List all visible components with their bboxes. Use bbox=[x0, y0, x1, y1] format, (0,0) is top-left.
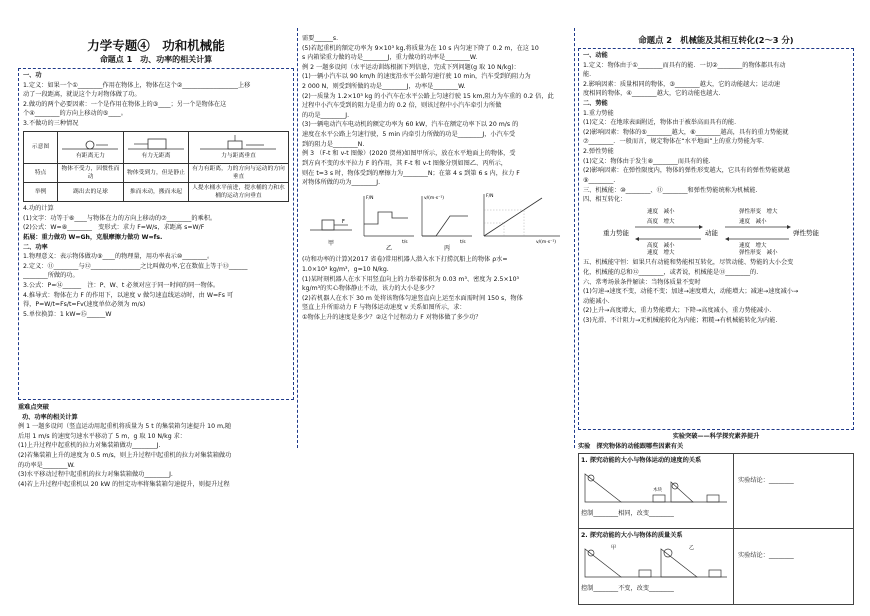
example-line: 需要______s. bbox=[302, 35, 339, 42]
text-line: (1)匀速→速度不变，动能不变；加速→速度增大，动能增大；减速→速度减小→ bbox=[583, 288, 799, 296]
heading-kinetic: 一、动能 bbox=[583, 52, 608, 59]
example-line: 过程中小汽车受到的阻力是重力的 0.2 倍，则该过程中小汽车牵引力所做 bbox=[302, 102, 502, 110]
heading-potential: 二、势能 bbox=[583, 100, 608, 108]
text-line: 四、相互转化： bbox=[583, 196, 627, 204]
text-line: 六、常考场景条件解读：当物体质量不变时 bbox=[583, 278, 701, 286]
experiment-conclusion-2 bbox=[734, 529, 853, 604]
text-line: 1.物理意义：表示物体做功⑨____的物理量，用功率表示⑩________。 bbox=[23, 253, 214, 261]
example-line: 的功率是________W. bbox=[18, 461, 75, 469]
transform-label: 速度 增大 bbox=[647, 249, 675, 255]
figure-label: 乙 bbox=[386, 244, 393, 252]
text-line: 化，机械能的总和⑫________，或者说，机械能是⑬________的. bbox=[583, 268, 759, 276]
example-line: (3)一辆电动汽车电动机的额定功率为 60 kW，汽车在额定功率下以 20 m/s 的 bbox=[302, 121, 519, 129]
knowledge-box-work bbox=[18, 68, 294, 400]
transform-label: 速度 增大 bbox=[739, 242, 767, 249]
figure-label: 甲 bbox=[328, 239, 335, 247]
energy-transform-diagram bbox=[583, 205, 849, 255]
extension-note: 拓展：重力做功 W=Gh，克服摩擦力做功 W=fs. bbox=[23, 233, 163, 241]
heading-key-points: 重难点突破 bbox=[18, 404, 49, 411]
knowledge-box-mechanical-energy bbox=[578, 48, 854, 430]
conclusion-text: 实验结论：________ bbox=[738, 477, 794, 485]
table-row bbox=[24, 182, 289, 201]
example-line: 的功是________J. bbox=[302, 111, 350, 119]
axis-label-f: F/N bbox=[366, 195, 374, 201]
column-left bbox=[18, 0, 294, 616]
transform-label: 速度 减小 bbox=[647, 208, 675, 215]
text-line: (2)上升→高度增大，重力势能增大；下降→高度减小，重力势能减小. bbox=[583, 307, 772, 315]
axis-label-v: v/(m·s⁻¹) bbox=[424, 195, 445, 201]
text-line: 个④________的方向上移动的⑤____。 bbox=[23, 110, 127, 118]
table-cell: 踢出去的足球 bbox=[58, 182, 124, 201]
axis-label-t: t/s bbox=[460, 239, 466, 245]
table-cell: 特点 bbox=[24, 163, 58, 182]
experiment-setup-2 bbox=[579, 529, 734, 604]
column-divider bbox=[574, 28, 575, 448]
experiment-setup-1 bbox=[579, 454, 734, 528]
table-cell: 人提水桶水平前进，提水桶的力和水桶的运动方向垂直 bbox=[188, 182, 288, 201]
text-line: 2.定义：⑪________与⑫________________之比叫做功率,它在数值上等于⑬______ bbox=[23, 262, 248, 270]
diagram-cell bbox=[123, 131, 188, 163]
example-line: (1)上升过程中起重机的拉力对集装箱做功________J. bbox=[18, 442, 161, 450]
text-line: 能. bbox=[583, 71, 592, 79]
text-line: (3)光滑、不计阻力→无机械能转化为内能；粗糙→有机械能转化为内能. bbox=[583, 317, 778, 325]
text-line: (2)影响因素：在弹性限度内，物体的弹性形变越大，它具有的弹性势能就越 bbox=[583, 167, 790, 175]
text-line: 1.定义：物体由于①________而具有的能．一切②________的物体都具有动 bbox=[583, 61, 786, 69]
experiment-row-1 bbox=[579, 454, 853, 529]
section-title-1: 命题点 1 功、功率的相关计算 bbox=[99, 55, 213, 64]
example-line: s 内箱梁重力做的功是________J，重力做功的功率是________W. bbox=[302, 54, 478, 62]
table-cell: 举例 bbox=[24, 182, 58, 201]
table-cell: 物体受到力，但是静止 bbox=[123, 163, 188, 182]
column-middle bbox=[302, 0, 574, 616]
figure-label: 乙 bbox=[689, 544, 695, 551]
table-cell: 示意图 bbox=[24, 131, 58, 163]
experiment-header: 实验突破——科学探究素养提升 bbox=[672, 433, 760, 440]
text-line: ________所做的功。 bbox=[23, 272, 79, 280]
document-title: 力学专题④ 功和机械能 bbox=[87, 38, 225, 53]
example-line: 到方向不变的水平拉力 F 的作用，其 F-t 和 v-t 图像分别如图乙、丙所示， bbox=[302, 159, 507, 167]
example-line: (4)若上升过程中起重机以 20 kW 的恒定功率将集装箱匀速提升，则提升过程 bbox=[18, 480, 230, 488]
text-line: ⑨________. bbox=[583, 176, 616, 184]
example-line: 后用 1 m/s 的速度匀速水平移动了 5 m，g 取 10 N/kg 求： bbox=[18, 432, 186, 440]
control-variable-text: 控制________不变，改变________ bbox=[581, 585, 674, 593]
text-line: 3.公式：P=⑭______ 注：P、W、t 必须对应于同一时间的同一物体。 bbox=[23, 281, 220, 289]
text-line: (2)影响因素：物体的⑤________越大，⑥________越高，具有的重力势能就 bbox=[583, 128, 789, 136]
example-line: (1)一辆小汽车以 90 km/h 的速度沿水平公路匀速行驶 10 min，汽车受到的阻力为 bbox=[302, 73, 531, 81]
example-line: 例 1 一题多设问（竖直运动用起重机将质量为 5 t 的集装箱匀速提升 10 m,随 bbox=[18, 423, 232, 431]
push-box-diagram bbox=[126, 134, 186, 152]
svg-text:F: F bbox=[342, 218, 345, 225]
column-divider bbox=[297, 28, 298, 448]
text-line: 2.影响因素：质量相同的物体，③________越大，它的动能越大；运动速 bbox=[583, 80, 781, 88]
example-line: (2)若集装箱上升的速度为 0.5 m/s，则上升过程中起重机的拉力对集装箱做功 bbox=[18, 452, 232, 460]
table-cell: 推而未动，搬而未起 bbox=[123, 182, 188, 201]
text-line: 三、机械能：⑩________、⑪________和弹性势能统称为机械能. bbox=[583, 186, 758, 194]
example-line: 对物体所做的功为________J. bbox=[302, 179, 381, 187]
text-line: 1.定义：如果一个①________作用在物体上，物体在这个②__________________上移 bbox=[23, 81, 251, 89]
carry-bucket-diagram bbox=[198, 134, 278, 152]
text-line: 度相同的物体，④________越大，它的动能也越大. bbox=[583, 90, 721, 98]
example-line: (1)某时刻机器人在水下用竖直向上的力举着体积为 0.03 m³、密度为 2.5×10³ bbox=[302, 275, 520, 283]
text-line: 4.推导式：物体在力 F 的作用下，以速度 v 做匀速直线运动时，由 W=Fs 可 bbox=[23, 291, 234, 299]
table-row bbox=[24, 131, 289, 163]
example-line: 速度在水平公路上匀速行驶，5 min 内牵引力所做的功是________J，小汽车受 bbox=[302, 131, 516, 139]
example-3-figures bbox=[302, 190, 572, 252]
conclusion-text: 实验结论：________ bbox=[738, 552, 794, 560]
transform-label: 高度 增大 bbox=[647, 218, 675, 225]
example-line: kg/m³的实心物体静止不动，该力的大小是多少？ bbox=[302, 285, 438, 293]
transform-label: 速度 减小 bbox=[739, 218, 767, 225]
text-line: (1)定义：物体由于发生⑧________而具有的能. bbox=[583, 157, 711, 165]
example-line: (2)若机器人在水下 30 m 处将该物体匀速竖直向上运至水面需时间 150 s，物体 bbox=[302, 294, 523, 302]
table-row bbox=[24, 163, 289, 182]
text-line: 4.功的计算 bbox=[23, 205, 54, 213]
ball-rolling-diagram bbox=[60, 134, 120, 152]
example-line: 到的阻力是________N. bbox=[302, 140, 365, 148]
diagram-cell bbox=[58, 131, 124, 163]
figure-f-v-graph bbox=[484, 193, 560, 245]
example-line: (2)一质量为 1.2×10³ kg 的小汽车在水平公路上匀速行驶 15 km,阻力为车重的 0.2 倍，此 bbox=[302, 92, 554, 100]
experiment-table bbox=[578, 453, 854, 605]
text-line: (2)公式：W=⑧________ 变形式：求力 F=W/s，求距离 s=W/F bbox=[23, 224, 205, 232]
heading-work-power-calc: 功、功率的相关计算 bbox=[22, 413, 78, 421]
axis-label-f: F/N bbox=[486, 193, 494, 199]
axis-label-v: v/(m·s⁻¹) bbox=[536, 239, 557, 245]
text-line: 五、机械能守恒：如果只有动能和势能相互转化，尽管动能、势能的大小会变 bbox=[583, 259, 794, 267]
text-line: 2.弹性势能 bbox=[583, 148, 614, 156]
example-line: 则在 t=3 s 时，物体受到的摩擦力为________N；在第 4 s 到第 6 s 内，拉力 F bbox=[302, 169, 520, 177]
example-line: 例 2 一题多设问（水平运动训练根据下列信息，完成下列问题(g 取 10 N/kg)： bbox=[302, 63, 520, 71]
transform-label: 弹性形变 减小 bbox=[739, 249, 778, 255]
text-line: 3.不做功的三种情况 bbox=[23, 120, 79, 128]
column-right bbox=[578, 0, 854, 616]
diagram-cell bbox=[188, 131, 288, 163]
text-line: 2.做功的两个必要因素：一个是作用在物体上的③____；另一个是物体在这 bbox=[23, 100, 227, 108]
energy-label: 动能 bbox=[705, 228, 718, 237]
table-cell: 物体不受力，因惯性而动 bbox=[58, 163, 124, 182]
text-line: 得，P=W/t=Fs/t=Fv(速度单位必须为 m/s) bbox=[23, 301, 146, 309]
text-line: 5.单位换算：1 kW=⑮______W bbox=[23, 310, 112, 318]
figure-label: 甲 bbox=[611, 544, 617, 551]
text-line: (1)定义：在地球表面附近，物体由于被举高而具有的能. bbox=[583, 119, 737, 127]
energy-label: 重力势能 bbox=[603, 228, 629, 237]
example-line: ①物体上升的速度是多少？②这个过程动力 F 对物体做了多少功？ bbox=[302, 314, 482, 322]
figure-v-t-graph bbox=[422, 195, 472, 252]
text-line: (1)文字：功等于⑥____与物体在力的方向上移动的⑦________的乘积。 bbox=[23, 214, 217, 222]
experiment-subtitle: 2. 探究动能的大小与物体的质量关系 bbox=[581, 532, 683, 540]
example-line: 例 3 （F-t 和 v-t 图像）(2020 贺州)如图甲所示，放在水平地面上的物体，受 bbox=[302, 150, 516, 158]
control-variable-text: 控制________相同，改变________ bbox=[581, 510, 674, 518]
ramp-mass-diagram bbox=[581, 541, 731, 581]
transform-label: 高度 减小 bbox=[647, 242, 675, 249]
section-title-2: 命题点 2 机械能及其相互转化(2～3 分) bbox=[638, 35, 794, 45]
text-line: 动能减小. bbox=[583, 297, 610, 305]
transform-label: 弹性形变 增大 bbox=[739, 208, 778, 215]
table-cell: 有力有距离，力的方向与运动的方向垂直 bbox=[188, 163, 288, 182]
experiment-subtitle: 1. 探究动能的大小与物体运动的速度的关系 bbox=[581, 457, 702, 465]
example-line: (功和功率的计算)(2017 省卷)常用机器人潜入水下打捞沉船上的物体 ρ水= bbox=[302, 256, 508, 264]
example-line: 2 000 N，则受到所做的功是________J，功率是________W. bbox=[302, 83, 466, 91]
energy-label: 弹性势能 bbox=[793, 228, 819, 237]
example-line: 1.0×10³ kg/m³，g=10 N/kg. bbox=[302, 265, 389, 273]
figure-label: 木块 bbox=[653, 487, 662, 493]
example-line: (5)若起重机的額定功率为 9×10³ kg,将质量为在 10 s 内匀速下降了 0.2 m，在这 10 bbox=[302, 44, 539, 52]
example-line: 竖直上升所需动力 F 与物体运动速度 v 关系如图所示，求： bbox=[302, 304, 466, 312]
experiment-title: 实验 探究物体的动能跟哪些因素有关 bbox=[578, 442, 684, 450]
text-line: ⑦________．一般而言，规定物体在“水平地面”上的重力势能为零. bbox=[583, 138, 764, 146]
heading-work: 一、功 bbox=[23, 72, 42, 79]
diagram-caption: 有距离无力 bbox=[75, 153, 105, 160]
axis-label-t: t/s bbox=[402, 239, 408, 245]
ramp-speed-diagram bbox=[581, 466, 731, 506]
heading-power: 二、功率 bbox=[23, 243, 48, 251]
experiment-row-2 bbox=[579, 529, 853, 604]
example-line: (3)水平移动过程中起重机的拉力对集装箱做功________J. bbox=[18, 471, 173, 479]
figure-label: 丙 bbox=[444, 244, 451, 252]
diagram-caption: 力与距离垂直 bbox=[221, 153, 256, 160]
no-work-table bbox=[23, 131, 289, 202]
experiment-conclusion-1 bbox=[734, 454, 853, 528]
text-line: 动了一段距离，就说这个力对物体做了功。 bbox=[23, 91, 141, 99]
figure-f-t-graph bbox=[364, 195, 414, 252]
diagram-caption: 有力无距离 bbox=[141, 153, 171, 160]
figure-a bbox=[310, 219, 352, 247]
text-line: 1.重力势能 bbox=[583, 109, 614, 117]
